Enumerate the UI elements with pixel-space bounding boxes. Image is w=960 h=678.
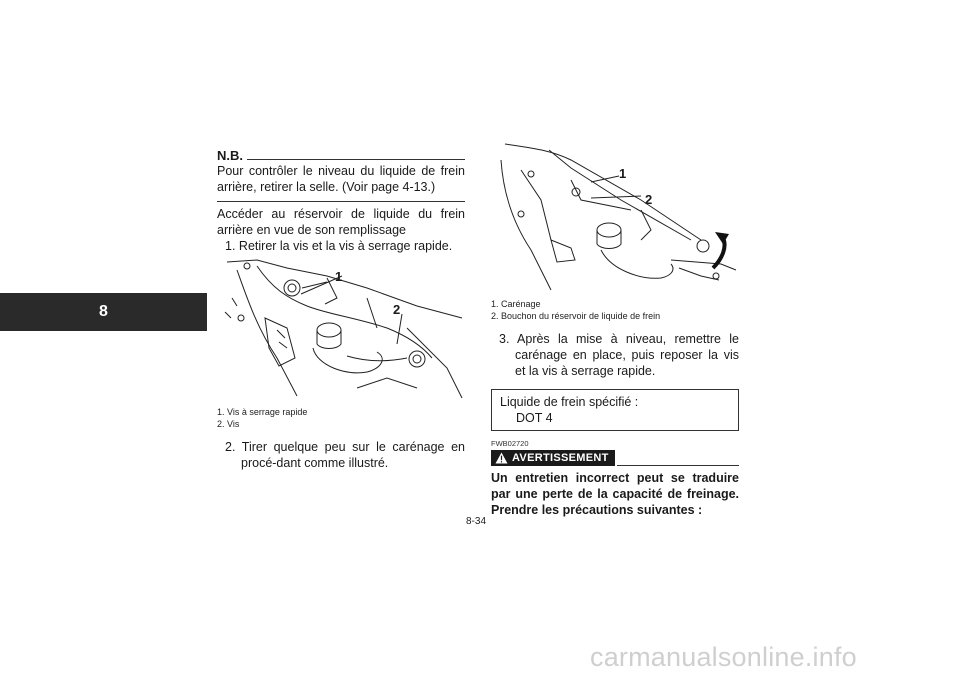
step-3-text: Après la mise à niveau, remettre le carénage en place, puis reposer la vis et la vis à serrage rapide. xyxy=(515,332,739,378)
chapter-number: 8 xyxy=(99,303,108,320)
step-3 xyxy=(491,331,739,379)
left-caption-1: 1. Vis à serrage rapide xyxy=(217,407,308,417)
note-header xyxy=(217,148,465,163)
step-3-number: 3. xyxy=(499,332,510,346)
warning-triangle-icon xyxy=(495,452,508,464)
spec-box xyxy=(491,389,739,431)
right-caption-2: 2. Bouchon du réservoir de liquide de frein xyxy=(491,311,661,321)
step-1-text: Retirer la vis et la vis à serrage rapide. xyxy=(238,239,453,253)
spec-label: Liquide de frein spécifié : xyxy=(500,395,639,409)
note-heading: N.B. xyxy=(217,148,243,163)
right-figure-label-2: 2 xyxy=(645,192,653,207)
note-text: Pour contrôler le niveau du liquide de frein arrière, retirer la selle. (Voir page 4-13.) xyxy=(217,164,465,194)
warning-label: AVERTISSEMENT xyxy=(512,452,609,464)
spec-value: DOT 4 xyxy=(516,411,553,425)
chapter-tab xyxy=(0,293,207,331)
right-figure-captions xyxy=(491,298,739,322)
left-figure-captions xyxy=(217,406,465,430)
intro-text: Accéder au réservoir de liquide du frein arrière en vue de son remplissage xyxy=(217,207,465,237)
right-column xyxy=(491,140,739,518)
page-number: 8-34 xyxy=(466,516,487,527)
right-caption-1: 1. Carénage xyxy=(491,299,541,309)
left-figure-label-2: 2 xyxy=(393,302,401,317)
warning-code: FWB02720 xyxy=(491,439,529,448)
left-column xyxy=(217,148,465,471)
warning-rule xyxy=(617,464,739,466)
step-2-number: 2. xyxy=(225,440,236,454)
figure-fairing-area xyxy=(491,140,739,296)
warning-header xyxy=(491,450,739,466)
right-figure-label-1: 1 xyxy=(619,166,627,181)
step-2-text: Tirer quelque peu sur le carénage en procé-dant comme illustré. xyxy=(241,440,465,470)
step-2 xyxy=(217,439,465,471)
left-caption-2: 2. Vis xyxy=(217,419,240,429)
step-1 xyxy=(217,238,465,254)
note-bottom-rule xyxy=(217,201,465,202)
left-figure-label-1: 1 xyxy=(335,269,343,284)
step-1-number: 1. xyxy=(225,239,236,253)
note-top-rule xyxy=(247,158,465,160)
warning-badge xyxy=(491,450,615,466)
warning-text: Un entretien incorrect peut se traduire par une perte de la capacité de freinage. Prendre les précautions suivantes : xyxy=(491,471,739,517)
watermark: carmanualsonline.info xyxy=(590,642,857,672)
